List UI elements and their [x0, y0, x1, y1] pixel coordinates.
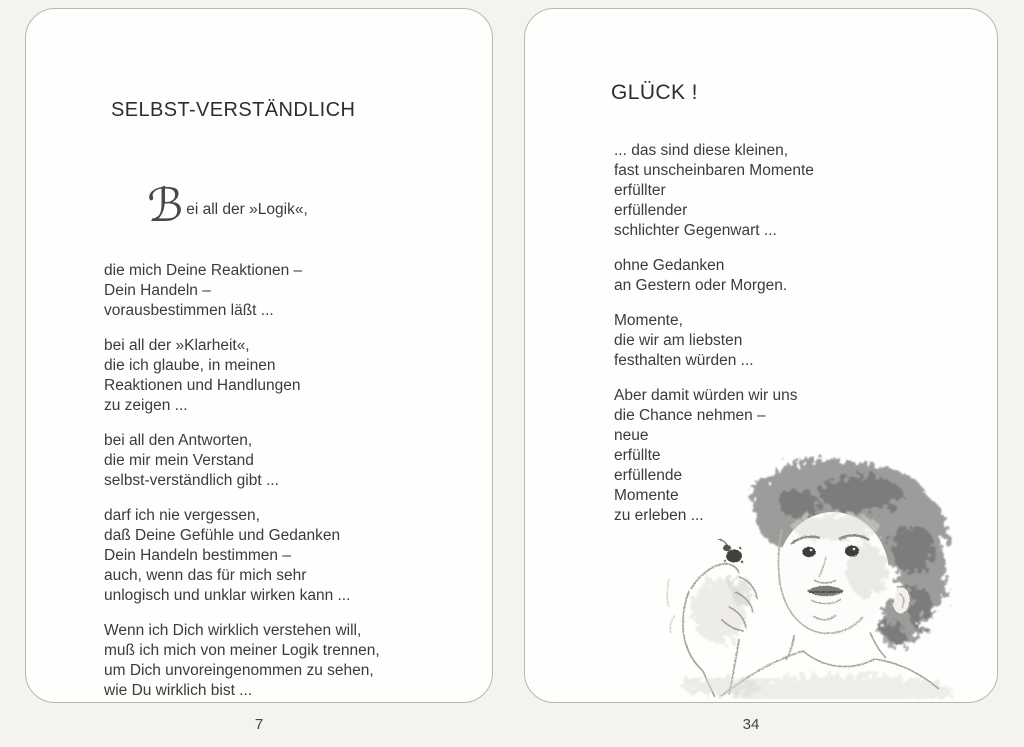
poem-line: erfüllte — [614, 447, 661, 464]
left-poem-stanzas — [104, 336, 474, 701]
child-sketch-illustration — [661, 449, 991, 699]
stanza — [104, 336, 474, 416]
poem-line: bei all den Antworten, — [104, 432, 253, 449]
poem-line: auch, wenn das für mich sehr — [104, 567, 307, 584]
poem-line: die wir am liebsten — [614, 332, 743, 349]
stanza — [104, 431, 474, 491]
poem-line: erfüllende — [614, 467, 683, 484]
poem-line-text: ei all der »Logik«, — [186, 201, 308, 218]
poem-line: Aber damit würden wir uns — [614, 387, 798, 404]
left-page-title: SELBST-VERSTÄNDLICH — [111, 99, 356, 121]
poem-line: an Gestern oder Morgen. — [614, 277, 788, 294]
poem-line: Reaktionen und Handlungen — [104, 377, 301, 394]
poem-line: selbst-verständlich gibt ... — [104, 472, 279, 489]
poem-line: Momente, — [614, 312, 683, 329]
poem-line: muß ich mich von meiner Logik trennen, — [104, 642, 380, 659]
poem-line: zu erleben ... — [614, 507, 704, 524]
beetle — [718, 540, 743, 563]
left-poem — [104, 159, 474, 716]
poem-line: die mich Deine Reaktionen – — [104, 262, 303, 279]
right-page-number: 34 — [742, 716, 760, 733]
poem-line: zu zeigen ... — [104, 397, 188, 414]
poem-line: bei all der »Klarheit«, — [104, 337, 250, 354]
stanza — [104, 506, 474, 606]
poem-line — [104, 159, 474, 261]
stanza — [614, 141, 984, 241]
poem-line: die Chance nehmen – — [614, 407, 766, 424]
poem-line: fast unscheinbaren Momente — [614, 162, 814, 179]
poem-line: Dein Handeln bestimmen – — [104, 547, 291, 564]
stanza — [104, 159, 474, 321]
poem-line: Dein Handeln – — [104, 282, 211, 299]
poem-line: schlichter Gegenwart ... — [614, 222, 777, 239]
left-page — [25, 8, 493, 703]
poem-line: ohne Gedanken — [614, 257, 725, 274]
poem-line: festhalten würden ... — [614, 352, 754, 369]
poem-line: wie Du wirklich bist ... — [104, 682, 253, 699]
poem-line: neue — [614, 427, 649, 444]
poem-line: die ich glaube, in meinen — [104, 357, 276, 374]
drop-cap-letter: ℬ — [147, 178, 184, 232]
right-page — [524, 8, 998, 703]
stanza-lines — [104, 261, 474, 321]
poem-line: unlogisch und unklar wirken kann ... — [104, 587, 351, 604]
poem-line: die mir mein Verstand — [104, 452, 254, 469]
poem-line: vorausbestimmen läßt ... — [104, 302, 274, 319]
right-page-title: GLÜCK ! — [611, 81, 698, 104]
left-page-number: 7 — [254, 716, 264, 733]
ear — [893, 587, 910, 615]
poem-line: Momente — [614, 487, 679, 504]
poem-line: ... das sind diese kleinen, — [614, 142, 789, 159]
poem-line: erfüllender — [614, 202, 688, 219]
stanza — [104, 621, 474, 701]
stanza — [614, 256, 984, 296]
poem-line: daß Deine Gefühle und Gedanken — [104, 527, 341, 544]
poem-line: Wenn ich Dich wirklich verstehen will, — [104, 622, 362, 639]
poem-line: erfüllter — [614, 182, 666, 199]
poem-line: darf ich nie vergessen, — [104, 507, 260, 524]
poem-line: um Dich unvoreingenommen zu sehen, — [104, 662, 374, 679]
stanza — [614, 311, 984, 371]
